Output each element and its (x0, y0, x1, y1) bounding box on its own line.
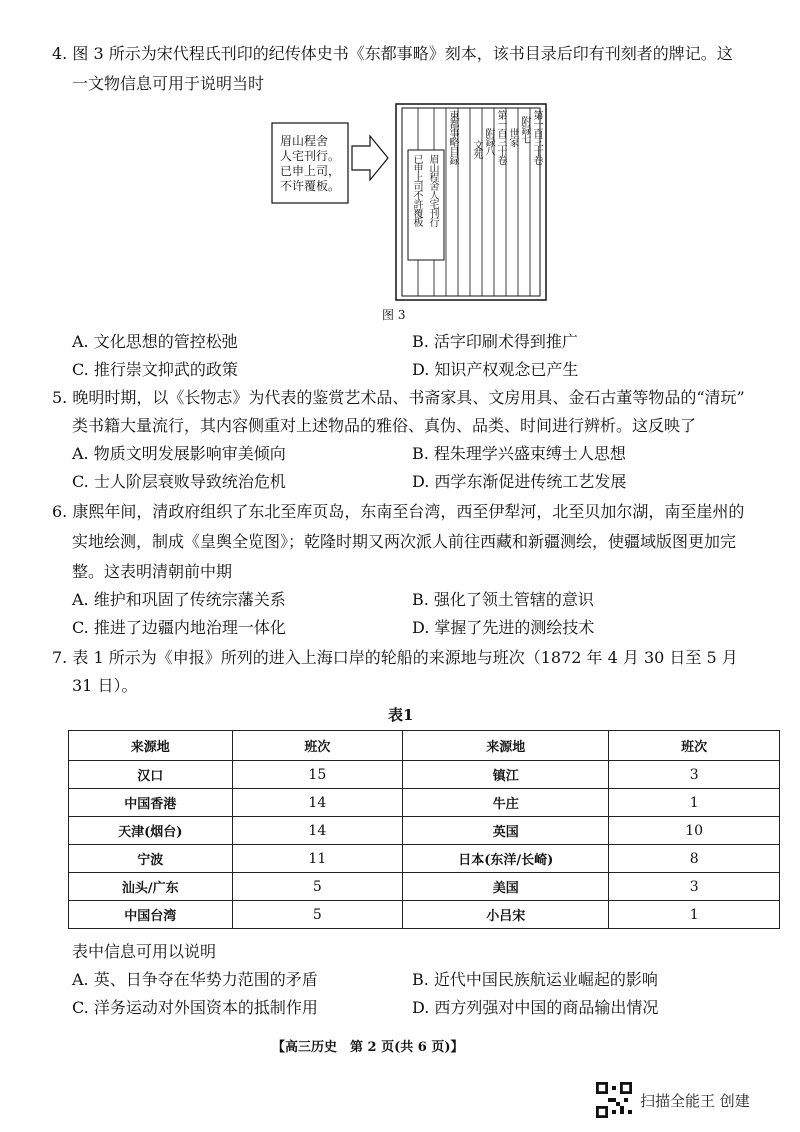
table-row (69, 845, 780, 873)
q5-option-b[interactable]: B. 程朱理学兴盛束缚士人思想 (412, 444, 626, 463)
q5-stem-line-1: 5. 晚明时期，以《长物志》为代表的鉴赏艺术品、书斋家具、文房用具、金石古董等物品的“清玩” (52, 388, 745, 407)
table-header-cell: 班次 (232, 731, 403, 761)
book-column-text: 世家 (507, 128, 518, 146)
plaque-text-right: 眉山程舍人宅刊行 (427, 154, 438, 226)
table-cell: 8 (609, 845, 780, 873)
scanner-watermark: 扫描全能王 创建 (640, 1092, 750, 1110)
q5-option-c[interactable]: C. 士人阶层衰败导致统治危机 (72, 472, 286, 491)
q6-stem-line-1: 6. 康熙年间，清政府组织了东北至库页岛，东南至台湾，西至伊犁河，北至贝加尔湖，南至崖州的 (52, 502, 745, 521)
q6-stem-line-2: 实地绘测，制成《皇舆全览图》；乾隆时期又两次派人前往西藏和新疆测绘，使疆域版图更加完 (72, 532, 737, 551)
table-cell: 1 (609, 901, 780, 929)
table-cell: 3 (609, 873, 780, 901)
table-cell: 牛庄 (403, 789, 609, 817)
table-cell: 中国台湾 (69, 901, 233, 929)
q7-option-c[interactable]: C. 洋务运动对外国资本的抵制作用 (72, 998, 318, 1017)
table-title: 表1 (388, 706, 414, 724)
q7-stem-after-table: 表中信息可用以说明 (72, 942, 217, 961)
table-cell: 11 (232, 845, 403, 873)
book-column-title: 東都事略目録 (447, 110, 458, 164)
table-cell: 汉口 (69, 761, 233, 789)
table-header-row (69, 731, 780, 761)
table-cell: 小吕宋 (403, 901, 609, 929)
table-row (69, 761, 780, 789)
table-row (69, 789, 780, 817)
table-cell: 镇江 (403, 761, 609, 789)
q7-stem-line-2: 31 日）。 (72, 676, 138, 695)
figure-caption: 图 3 (382, 308, 406, 322)
table-cell: 10 (609, 817, 780, 845)
table-cell: 5 (232, 873, 403, 901)
table-cell: 汕头/广东 (69, 873, 233, 901)
table-cell: 15 (232, 761, 403, 789)
book-column-text: 第一百三十卷 (495, 110, 506, 164)
table-row (69, 901, 780, 929)
table-cell: 14 (232, 789, 403, 817)
table-cell: 中国香港 (69, 789, 233, 817)
figure-signboard-text (280, 134, 362, 194)
signboard-line: 已申上司， (280, 164, 341, 178)
table-cell: 美国 (403, 873, 609, 901)
book-column-text: 附録七 (519, 116, 530, 143)
q7-option-d[interactable]: D. 西方列强对中国的商品输出情况 (412, 998, 659, 1017)
signboard-line: 眉山程舍 (280, 134, 329, 148)
book-column-text: 附録八 (483, 128, 494, 155)
qr-code-icon (596, 1082, 632, 1118)
q4-option-c[interactable]: C. 推行崇文抑武的政策 (72, 360, 238, 379)
q6-stem-line-3: 整。这表明清朝前中期 (72, 562, 233, 581)
table-cell: 1 (609, 789, 780, 817)
plaque-text-left: 已申上司不許覆板 (411, 154, 422, 226)
q6-option-b[interactable]: B. 强化了领土管辖的意识 (412, 590, 594, 609)
q5-option-d[interactable]: D. 西学东渐促进传统工艺发展 (412, 472, 627, 491)
figure-3 (262, 98, 552, 338)
book-column-text: 第一百三十卷 (531, 110, 542, 164)
table-1 (68, 730, 780, 929)
q5-stem-line-2: 类书籍大量流行，其内容侧重对上述物品的雅俗、真伪、品类、时间进行辨析。这反映了 (72, 416, 697, 435)
table-row (69, 873, 780, 901)
q5-option-a[interactable]: A. 物质文明发展影响审美倾向 (72, 444, 286, 463)
signboard-line: 不许覆板。 (280, 179, 341, 193)
q6-option-a[interactable]: A. 维护和巩固了传统宗藩关系 (72, 590, 286, 609)
q6-option-c[interactable]: C. 推进了边疆内地治理一体化 (72, 618, 286, 637)
table-cell: 宁波 (69, 845, 233, 873)
table-cell: 5 (232, 901, 403, 929)
q7-option-a[interactable]: A. 英、日争夺在华势力范围的矛盾 (72, 970, 318, 989)
q4-option-d[interactable]: D. 知识产权观念已产生 (412, 360, 579, 379)
book-column-text: 文苑 (471, 140, 482, 158)
q7-stem-line-1: 7. 表 1 所示为《申报》所列的进入上海口岸的轮船的来源地与班次（1872 年 4 月 30 日至 5 月 (52, 648, 738, 667)
table-header-cell: 班次 (609, 731, 780, 761)
q7-option-b[interactable]: B. 近代中国民族航运业崛起的影响 (412, 970, 658, 989)
table-cell: 14 (232, 817, 403, 845)
table-cell: 日本(东洋/长崎) (403, 845, 609, 873)
table-header-cell: 来源地 (69, 731, 233, 761)
table-cell: 3 (609, 761, 780, 789)
q4-stem-line-2: 一文物信息可用于说明当时 (72, 74, 265, 93)
table-row (69, 817, 780, 845)
page-footer: 【高三历史 第 2 页(共 6 页)】 (272, 1040, 464, 1055)
table-header-cell: 来源地 (403, 731, 609, 761)
table-cell: 天津(烟台) (69, 817, 233, 845)
signboard-line: 人宅刊行。 (280, 149, 341, 163)
table-cell: 英国 (403, 817, 609, 845)
q4-option-b[interactable]: B. 活字印刷术得到推广 (412, 332, 578, 351)
q4-stem-line-1: 4. 图 3 所示为宋代程氏刊印的纪传体史书《东都事略》刻本，该书目录后印有刊刻者的牌记。这 (52, 44, 733, 63)
q6-option-d[interactable]: D. 掌握了先进的测绘技术 (412, 618, 595, 637)
q4-option-a[interactable]: A. 文化思想的管控松弛 (72, 332, 238, 351)
